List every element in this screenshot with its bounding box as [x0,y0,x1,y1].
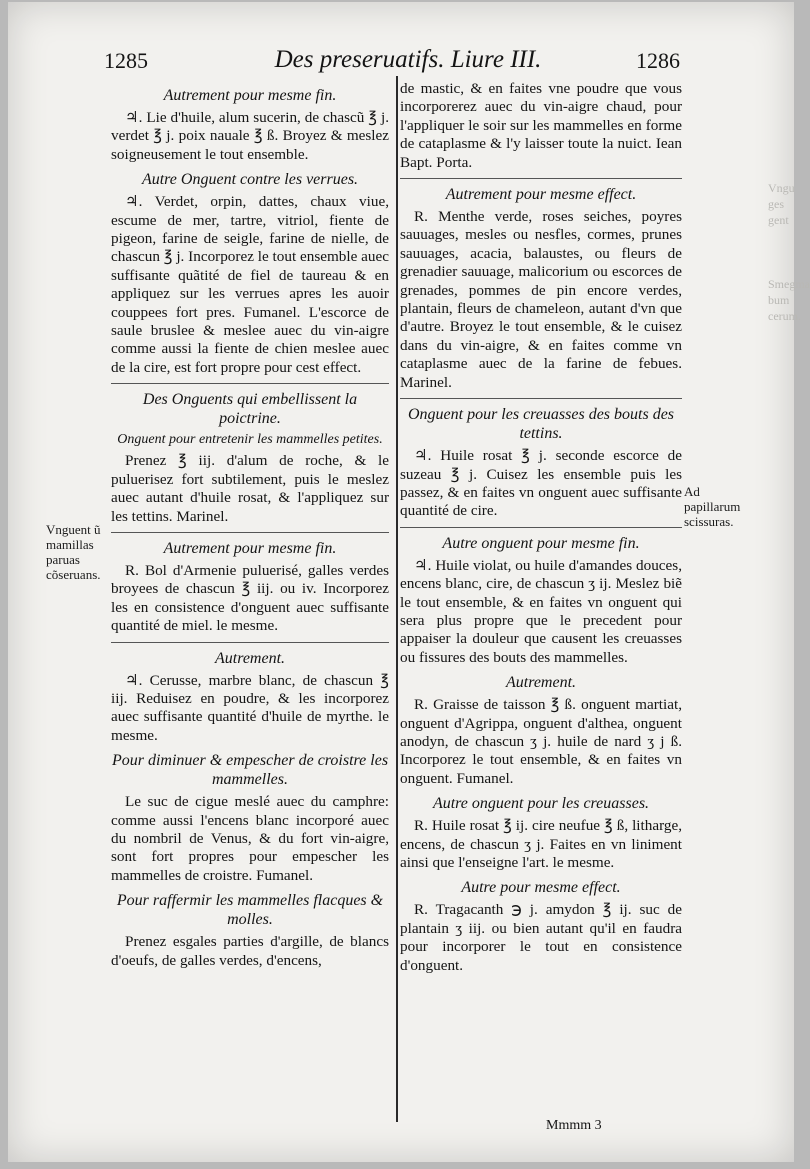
recipe-paragraph: R. Huile rosat ℥ ij. cire neufue ℥ ß, litharge, encens, de chascun ʒ j. Faites en vn liniment ainsi que l'enseigne l'art. le mesme. [400,817,682,871]
recipe-paragraph: R. Tragacanth ℈ j. amydon ℥ ij. suc de plantain ʒ iij. ou bien autant qu'il en faudra pour incorporer le tout en consistence d'onguent. [400,901,682,974]
section-rule [400,398,682,399]
section-heading: Autrement. [505,674,577,692]
left-page-number: 1285 [104,48,148,73]
section-rule [400,527,682,528]
section-heading: Autrement pour mesme fin. [163,539,337,557]
section-heading: Onguent pour les creuasses des bouts des tettins. [407,406,675,443]
recipe-paragraph: ♃. Huile rosat ℥ j. seconde escorce de suzeau ℥ j. Cuisez les ensemble puis les passez, & en faites vn onguent auec suffisante quantité de cire. [400,447,682,520]
recipe-paragraph: ♃. Verdet, orpin, dattes, chaux viue, escume de mer, tartre, vitriol, fiente de pigeon, farine de seigle, farine de nielle, de chascun ℥ j. Incorporez le tout ensemble auec suffisante quãtité de fiel de taureau & en appliquez sur les verrues apres les auoir couppees fort pres. Fumanel. L'escorce de saule bruslee & meslee auec du vin-aigre comme aussi la fiente de chien meslee auec de la cire, est fort propre pour cest effect. [111,193,389,376]
running-header [8,46,794,80]
section-heading: Autrement pour mesme fin. [163,87,337,104]
section-heading: Des Onguents qui embellissent la poictrine. [142,391,358,428]
left-column [111,80,389,976]
section-rule [111,383,389,384]
left-margin-note: Vnguent ũ mamillas paruas cõseruans. [46,522,101,582]
running-title: Des preseruatifs. Liure III. [274,46,542,73]
recipe-paragraph: de mastic, & en faites vne poudre que vous incorporerez auec du vin-aigre chaud, pour l'appliquer le soir sur les mammelles en forme de cataplasme & l'y laisser toute la nuict. Iean Bapt. Porta. [400,80,682,171]
section-heading: Autre onguent pour mesme fin. [442,534,640,552]
recipe-paragraph: ♃. Lie d'huile, alum sucerin, de chascũ ℥ j. verdet ℥ j. poix nauale ℥ ß. Broyez & meslez soigneusement le tout ensemble. [111,109,389,163]
section-heading: Autrement. [214,649,286,667]
bleed-through-text: Vngu ges gent Smegma bum cerum. [768,181,810,323]
section-heading: Autrement pour mesme effect. [445,186,637,204]
book-page [8,2,810,1162]
recipe-paragraph: Prenez esgales parties d'argille, de blancs d'oeufs, de galles verdes, d'encens, [111,933,389,969]
right-column [400,80,682,981]
section-rule [400,178,682,179]
section-heading: Autre onguent pour les creuasses. [432,795,650,813]
recipe-paragraph: ♃. Huile violat, ou huile d'amandes douces, encens blanc, cire, de chascun ʒ ij. Meslez biẽ le tout ensemble, & en faites vn onguent qui sera plus propre que le precedent pour appaiser la douleur que causent les creuasses ou fissures des bouts des mammelles. [400,556,682,666]
section-rule [111,532,389,533]
signature-mark: Mmmm 3 [546,1118,602,1133]
recipe-paragraph: R. Bol d'Armenie puluerisé, galles verdes broyees de chascun ℥ iij. ou iv. Incorporez les en consistence d'onguent auec suffisante quantité de miel. le mesme. [111,561,389,635]
right-page-number: 1286 [636,48,680,73]
section-rule [111,642,389,643]
recipe-paragraph: R. Menthe verde, roses seiches, poyres sauuages, mesles ou nesfles, cormes, prunes sauuages, acacia, balaustes, ou fleurs de grenadier sauuage, malicorium ou escorces de grenades, pommes de pin encore verdes, plantain, fleurs de chameleon, autant d'vn que d'autre. Broyez le tout ensemble, & le cuisez dans du vin-aigre, & en faites comme vn cataplasme auec de la farine de febues. Marinel. [400,208,682,391]
right-margin-note: Ad papillarum scissuras. [684,484,741,529]
column-divider [396,76,398,1122]
section-subheading: Onguent pour entretenir les mammelles petites. [117,432,383,448]
section-heading: Autre Onguent contre les verrues. [141,171,359,189]
recipe-paragraph: Le suc de cigue meslé auec du camphre: comme aussi l'encens blanc incorporé auec du nombril de Venus, & du fort vin-aigre, sont fort propres pour empescher les mammelles de croistre. Fumanel. [111,793,389,884]
section-heading: Pour raffermir les mammelles flacques & molles. [116,892,384,929]
recipe-paragraph: Prenez ℥ iij. d'alum de roche, & le puluerisez fort subtilement, puis le meslez auec autant d'huile rosat, & l'appliquez sur les tettins. Marinel. [111,452,389,525]
recipe-paragraph: ♃. Cerusse, marbre blanc, de chascun ℥ iij. Reduisez en poudre, & les incorporez auec suffisante quantité d'huile de myrthe. le mesme. [111,671,389,744]
section-heading: Pour diminuer & empescher de croistre les mammelles. [111,752,389,789]
recipe-paragraph: R. Graisse de taisson ℥ ß. onguent martiat, onguent d'Agrippa, onguent d'althea, onguent anodyn, de chascun ʒ j. huile de nard ʒ j ß. Incorporez le tout ensemble, & en faites vn onguent. Fumanel. [400,696,682,787]
section-heading: Autre pour mesme effect. [461,879,621,897]
